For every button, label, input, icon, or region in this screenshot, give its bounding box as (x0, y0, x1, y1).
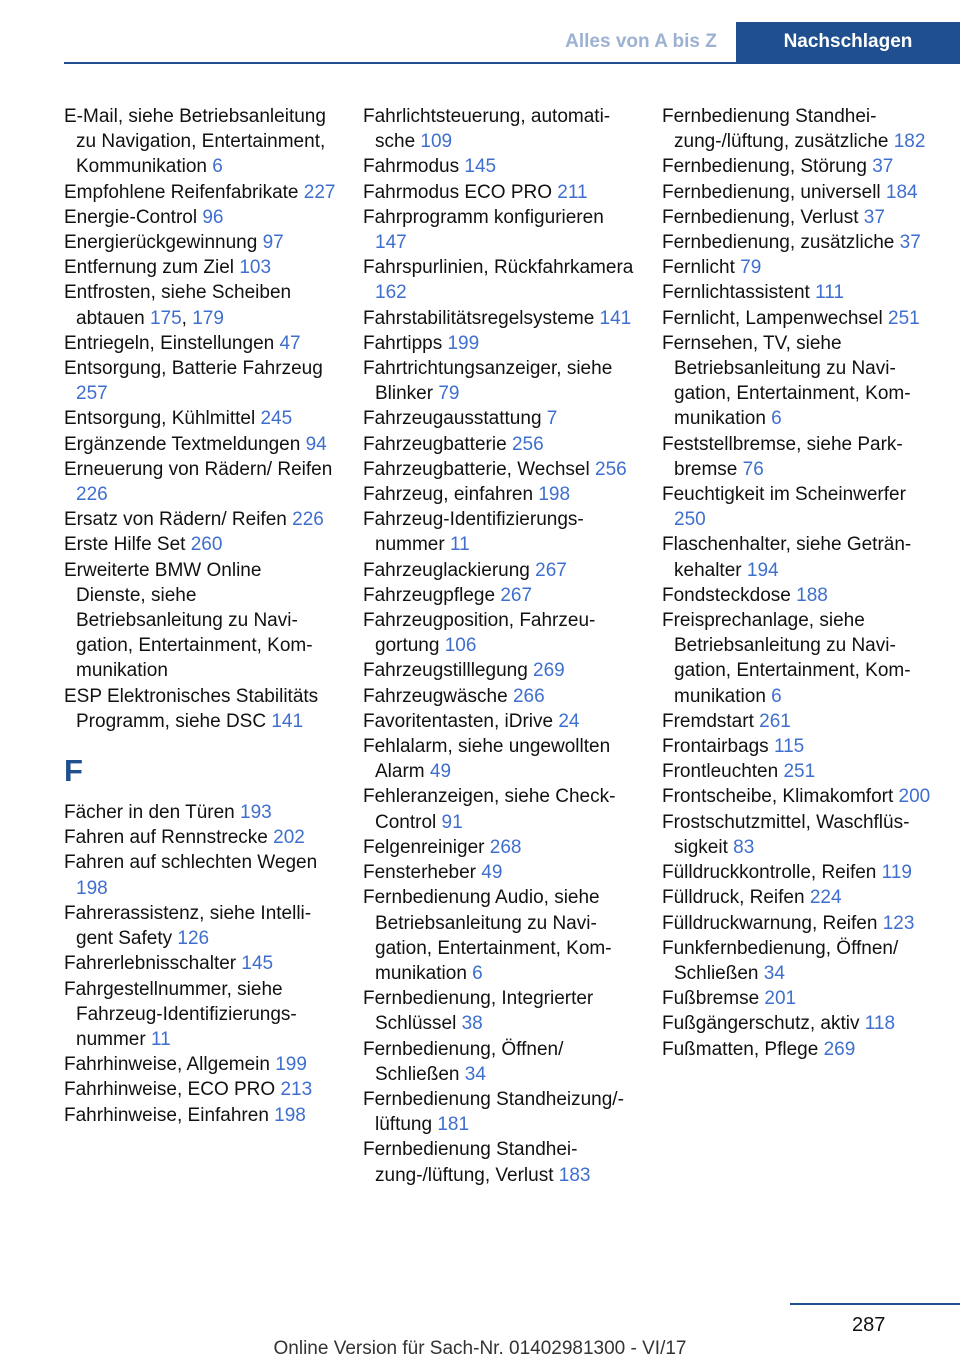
page-reference-link[interactable]: 11 (150, 1028, 171, 1050)
index-term: Fahrzeuglackierung (363, 559, 530, 581)
index-entry (662, 709, 934, 734)
page-reference-link[interactable]: 211 (557, 181, 588, 203)
index-entry (363, 860, 635, 885)
page-reference-link[interactable]: 251 (783, 761, 816, 783)
header-bar (0, 22, 960, 62)
page-reference-link[interactable]: 179 (192, 307, 224, 329)
index-term: Empfohlene Reifenfabrikate (64, 181, 299, 203)
index-entry (662, 280, 934, 305)
page-reference-link[interactable]: 79 (438, 383, 460, 405)
page-reference-link[interactable]: 226 (292, 509, 324, 531)
index-term: ESP Elektronisches Stabilitäts Programm, siehe DSC (64, 685, 319, 732)
index-entry (662, 482, 934, 532)
index-entry (363, 356, 635, 406)
index-entry (363, 482, 635, 507)
index-term: Flaschenhalter, siehe Getränkehalter (662, 534, 912, 581)
index-entry (662, 306, 934, 331)
index-entry (363, 104, 635, 154)
index-entry (363, 1137, 635, 1187)
index-entry (64, 230, 336, 255)
page-reference-link[interactable]: 256 (511, 433, 544, 455)
page-reference-link[interactable]: 6 (472, 962, 483, 984)
index-term: Fülldruck, Reifen (662, 887, 805, 909)
page-reference-link[interactable]: 34 (763, 962, 785, 984)
index-entry (64, 180, 336, 205)
index-term: Fahrzeugstilllegung (363, 660, 528, 682)
index-term: Fernbedienung, Störung (662, 156, 867, 178)
page-reference-link[interactable]: 145 (464, 156, 497, 178)
page-reference-link[interactable]: 198 (538, 484, 571, 506)
chapter-tab[interactable]: Nachschlagen (736, 22, 960, 62)
index-term: Fahrzeugbatterie, Wechsel (363, 458, 590, 480)
index-term: Fensterheber (363, 862, 477, 884)
index-entry (662, 911, 934, 936)
index-entry (363, 255, 635, 305)
index-term: Entfernung zum Ziel (64, 257, 235, 279)
index-entry (363, 180, 635, 205)
index-entry (363, 432, 635, 457)
index-entry (662, 784, 934, 809)
index-entry (662, 331, 934, 432)
index-entry (363, 457, 635, 482)
index-term: Fahrprogramm konfigurieren (363, 206, 604, 228)
index-term: Fahrerlebnisschalter (64, 953, 237, 975)
page-reference-link[interactable]: 109 (420, 131, 453, 153)
page-reference-link[interactable]: 269 (823, 1038, 856, 1060)
index-term: Erste Hilfe Set (64, 534, 186, 556)
index-entry (363, 835, 635, 860)
index-term: Entfrosten, siehe Scheiben abtauen (64, 282, 292, 329)
index-entry (64, 825, 336, 850)
page-reference-link[interactable]: 269 (533, 660, 565, 682)
page-reference-link[interactable]: 245 (260, 408, 293, 430)
index-term: E-Mail, siehe Betriebsanleitung zu Navigation, Entertainment, Kommunikation (64, 106, 326, 178)
index-term: Fahrhinweise, Einfahren (64, 1104, 269, 1126)
index-entry (662, 734, 934, 759)
index-term: Entriegeln, Einstellungen (64, 332, 275, 354)
index-term: Fahrzeugpflege (363, 584, 496, 606)
index-entry (64, 205, 336, 230)
page-reference-link[interactable]: 199 (275, 1054, 307, 1076)
index-term: Freisprechanlage, siehe Betriebsanleitung zu Navigation, Entertainment, Kommunikation (662, 610, 911, 707)
index-term: Feuchtigkeit im Scheinwerfer (662, 484, 906, 506)
page-reference-link[interactable]: 37 (863, 206, 885, 228)
index-entry (64, 406, 336, 431)
index-term: Fußmatten, Pflege (662, 1038, 819, 1060)
index-term: Fahrzeugbatterie (363, 433, 507, 455)
index-term: Entsorgung, Kühlmittel (64, 408, 256, 430)
index-entry (662, 1037, 934, 1062)
index-entry (363, 684, 635, 709)
index-term: Fehlalarm, siehe ungewollten Alarm (363, 736, 611, 783)
page-reference-link[interactable]: 38 (461, 1013, 483, 1035)
page-reference-link[interactable]: 83 (733, 836, 755, 858)
index-term: Fondsteckdose (662, 584, 791, 606)
index-entry (64, 800, 336, 825)
index-entry (662, 986, 934, 1011)
page-reference-link[interactable]: 141 (271, 710, 304, 732)
index-term: Fülldruckkontrolle, Reifen (662, 862, 877, 884)
page-reference-link[interactable]: 200 (898, 786, 931, 808)
index-term: Fahrzeug-Identifizierungsnummer (363, 509, 584, 556)
index-term: Fernbedienung Standheizung/-lüftung (363, 1088, 624, 1136)
page-reference-link[interactable]: 141 (599, 307, 632, 329)
index-entry (64, 507, 336, 532)
page-reference-link[interactable]: 202 (273, 827, 305, 849)
index-entry (64, 951, 336, 976)
index-term: Fahrspurlinien, Rückfahrkamera (363, 257, 634, 279)
index-term: Fahrstabilitätsregelsysteme (363, 307, 595, 329)
index-entry (64, 432, 336, 457)
page-reference-link[interactable]: 91 (441, 811, 463, 833)
index-term: Fernbedienung, zusätzliche (662, 232, 895, 254)
index-term: Fernsehen, TV, siehe Betriebsanleitung zu Navigation, Entertainment, Kommunikation (662, 332, 911, 430)
index-entry (64, 532, 336, 557)
index-column-2 (363, 104, 635, 1188)
page-reference-link[interactable]: 123 (882, 912, 915, 934)
page-reference-link[interactable]: 260 (190, 534, 223, 556)
index-term: Fahrhinweise, ECO PRO (64, 1079, 276, 1101)
index-entry (662, 205, 934, 230)
page-reference-link[interactable]: 49 (429, 761, 452, 783)
header-rule (64, 62, 960, 64)
page-reference-link[interactable]: 106 (444, 635, 477, 657)
index-entry (662, 936, 934, 986)
page-reference-link[interactable]: 182 (893, 131, 926, 153)
index-entry (363, 1037, 635, 1087)
index-entry (662, 104, 934, 154)
index-entry (662, 608, 934, 709)
index-entry (363, 734, 635, 784)
index-term: Fahrerassistenz, siehe Intelligent Safety (64, 902, 312, 950)
page-reference-link[interactable]: 145 (241, 953, 274, 975)
index-entry (662, 532, 934, 582)
page-reference-link[interactable]: 267 (500, 584, 533, 606)
index-term: Fahren auf schlechten Wegen (64, 852, 318, 874)
index-entry (64, 1052, 336, 1077)
index-term: Fülldruckwarnung, Reifen (662, 912, 878, 934)
page-reference-link[interactable]: 250 (674, 509, 706, 531)
index-entry (662, 154, 934, 179)
index-entry (64, 255, 336, 280)
page-reference-link[interactable]: 266 (512, 685, 545, 707)
index-entry (662, 759, 934, 784)
index-entry (363, 558, 635, 583)
index-term: Fußgängerschutz, aktiv (662, 1013, 860, 1035)
page-reference-link[interactable]: 24 (558, 710, 580, 732)
index-term: Fremdstart (662, 710, 754, 732)
index-entry (363, 583, 635, 608)
page-reference-link[interactable]: 162 (375, 282, 407, 304)
page-reference-link[interactable]: 103 (239, 257, 272, 279)
index-term: Fahrmodus ECO PRO (363, 181, 552, 203)
index-entry (363, 331, 635, 356)
page-reference-link[interactable]: 227 (303, 181, 336, 203)
index-term: Fußbremse (662, 988, 760, 1010)
index-term: Frostschutzmittel, Waschflüssigkeit (662, 811, 910, 858)
index-entry (662, 810, 934, 860)
page-reference-link[interactable]: 261 (759, 710, 791, 732)
index-term: Felgenreiniger (363, 836, 485, 858)
index-entry (363, 406, 635, 431)
page-reference-link[interactable]: 183 (558, 1164, 591, 1186)
index-entry (64, 558, 336, 684)
index-entry (64, 356, 336, 406)
page-reference-link[interactable]: 119 (881, 862, 912, 884)
page-reference-link[interactable]: 268 (489, 836, 522, 858)
index-term: Fernbedienung, Öffnen/ Schließen (363, 1038, 564, 1085)
index-entry (363, 154, 635, 179)
index-entry (662, 885, 934, 910)
index-term: Fahrlichtsteuerung, automatische (363, 106, 611, 153)
page-reference-link[interactable]: 267 (535, 559, 567, 581)
index-entry (64, 684, 336, 734)
index-term: Frontairbags (662, 736, 769, 758)
index-term: Feststellbremse, siehe Parkbremse (662, 433, 903, 480)
index-term: Fernlichtassistent (662, 282, 810, 304)
page-reference-link[interactable]: 115 (773, 736, 805, 758)
page-reference-link[interactable]: 37 (899, 232, 921, 254)
index-term: Energie-Control (64, 206, 198, 228)
index-entry (64, 104, 336, 180)
index-term: Fernbedienung Standheizung-/lüftung, zusätzliche (662, 106, 889, 153)
index-term: Funkfernbedienung, Öffnen/ Schließen (662, 937, 899, 984)
index-entry (662, 180, 934, 205)
page-reference-link[interactable]: 257 (76, 383, 108, 405)
index-entry (363, 658, 635, 683)
index-term: Fehleranzeigen, siehe Check-Control (363, 786, 616, 833)
index-entry (64, 850, 336, 900)
page-reference-link[interactable]: 34 (464, 1063, 486, 1085)
index-entry (363, 306, 635, 331)
index-entry (64, 457, 336, 507)
index-term: Fahrtrichtungsanzeiger, siehe Blinker (363, 358, 613, 405)
index-term: Fernbedienung, Verlust (662, 206, 859, 228)
page-reference-link[interactable]: 184 (885, 181, 918, 203)
index-term: Fahren auf Rennstrecke (64, 827, 268, 849)
index-entry: Entfrosten, siehe Scheiben abtauen 175, 179 (64, 282, 292, 329)
page-reference-link[interactable]: 76 (742, 458, 764, 480)
index-term: Fahrzeugwäsche (363, 685, 508, 707)
page-reference-link[interactable]: 201 (764, 988, 797, 1010)
page-reference-link[interactable]: 96 (202, 206, 224, 228)
page-reference-link[interactable]: 199 (447, 332, 480, 354)
index-entry (363, 205, 635, 255)
index-term: Fahrzeugausstattung (363, 408, 542, 430)
page-reference-link[interactable]: 79 (740, 257, 762, 279)
index-term: Fernbedienung, universell (662, 181, 881, 203)
index-entry (662, 255, 934, 280)
page-reference-link[interactable]: 198 (76, 877, 108, 899)
index-term: Energierückgewinnung (64, 232, 258, 254)
index-term: Frontleuchten (662, 761, 779, 783)
index-entry (363, 507, 635, 557)
page-reference-link[interactable]: 251 (888, 307, 920, 329)
page-reference-link[interactable]: 147 (375, 232, 407, 254)
index-term: Entsorgung, Batterie Fahrzeug (64, 358, 323, 380)
page-reference-link[interactable]: 111 (815, 282, 845, 304)
page-reference-link[interactable]: 49 (481, 862, 503, 884)
page-reference-link[interactable]: 6 (771, 408, 782, 430)
page-reference-link[interactable]: 256 (595, 458, 627, 480)
index-entry (662, 1011, 934, 1036)
page-reference-link[interactable]: 181 (437, 1114, 470, 1136)
index-term: Fernbedienung Audio, siehe Betriebsanleitung zu Navigation, Entertainment, Kommunikation (363, 887, 612, 984)
page-reference-link[interactable]: 37 (872, 156, 894, 178)
index-term: Favoritentasten, iDrive (363, 710, 554, 732)
page-reference-link[interactable]: 175 (149, 307, 182, 329)
index-term: Frontscheibe, Klimakomfort (662, 786, 894, 808)
index-entry (64, 977, 336, 1053)
index-entry (662, 230, 934, 255)
page-reference-link[interactable]: 193 (240, 802, 272, 824)
index-term: Erneuerung von Rädern/ Reifen (64, 458, 333, 480)
page-reference-link[interactable]: 126 (177, 928, 210, 950)
index-term: Fernbedienung Standheizung-/lüftung, Verlust (363, 1139, 578, 1186)
index-entry (64, 901, 336, 951)
index-entry (64, 331, 336, 356)
index-term: Fahrhinweise, Allgemein (64, 1054, 270, 1076)
index-term: Fahrmodus (363, 156, 460, 178)
index-entry (363, 784, 635, 834)
index-entry (363, 885, 635, 986)
page-reference-link[interactable]: 97 (262, 232, 284, 254)
index-term: Fernlicht (662, 257, 735, 279)
index-term: Fernbedienung, Integrierter Schlüssel (363, 988, 594, 1035)
index-entry (363, 986, 635, 1036)
page-reference-link[interactable]: 213 (280, 1079, 313, 1101)
index-term: Fahrzeug, einfahren (363, 484, 534, 506)
section-letter: F (64, 753, 83, 789)
footer-rule (790, 1303, 960, 1305)
page-reference-link[interactable]: 224 (809, 887, 842, 909)
index-entry (64, 1103, 336, 1128)
page-reference-link[interactable]: 11 (449, 534, 470, 556)
index-term: Fächer in den Türen (64, 802, 235, 824)
index-entry (662, 432, 934, 482)
page-reference-link[interactable]: 6 (212, 156, 223, 178)
index-term: Erweiterte BMW Online Dienste, siehe Betriebsanleitung zu Navigation, Entertainment, Kommunikation (64, 559, 313, 682)
index-term: Ergänzende Textmeldungen (64, 433, 301, 455)
index-column-3 (662, 104, 934, 1062)
section-tab[interactable]: Alles von A bis Z (548, 22, 734, 62)
page-reference-link[interactable]: 118 (864, 1013, 896, 1035)
index-term: Fahrgestellnummer, siehe Fahrzeug-Identifizierungsnummer (64, 978, 297, 1050)
page-reference-link[interactable]: 47 (279, 332, 301, 354)
index-term: Fernlicht, Lampenwechsel (662, 307, 883, 329)
page-number: 287 (852, 1314, 886, 1336)
page-reference-link[interactable]: 188 (796, 584, 828, 606)
index-term: Fahrzeugposition, Fahrzeugortung (363, 610, 596, 657)
index-term: Fahrtipps (363, 332, 443, 354)
index-entry (363, 608, 635, 658)
index-column-1 (64, 104, 336, 1128)
page-reference-link[interactable]: 198 (274, 1104, 306, 1126)
index-term: Ersatz von Rädern/ Reifen (64, 509, 287, 531)
index-entry (363, 709, 635, 734)
page-reference-link[interactable]: 6 (771, 685, 782, 707)
page-reference-link[interactable]: 94 (305, 433, 327, 455)
index-entry (64, 1077, 336, 1102)
page-reference-link[interactable]: 226 (76, 484, 108, 506)
index-entry (662, 860, 934, 885)
page-reference-link[interactable]: 7 (546, 408, 558, 430)
page-reference-link[interactable]: 194 (746, 559, 779, 581)
index-entry (662, 583, 934, 608)
index-entry (363, 1087, 635, 1137)
online-version-note: Online Version für Sach-Nr. 01402981300 - VI/17 (273, 1338, 687, 1359)
